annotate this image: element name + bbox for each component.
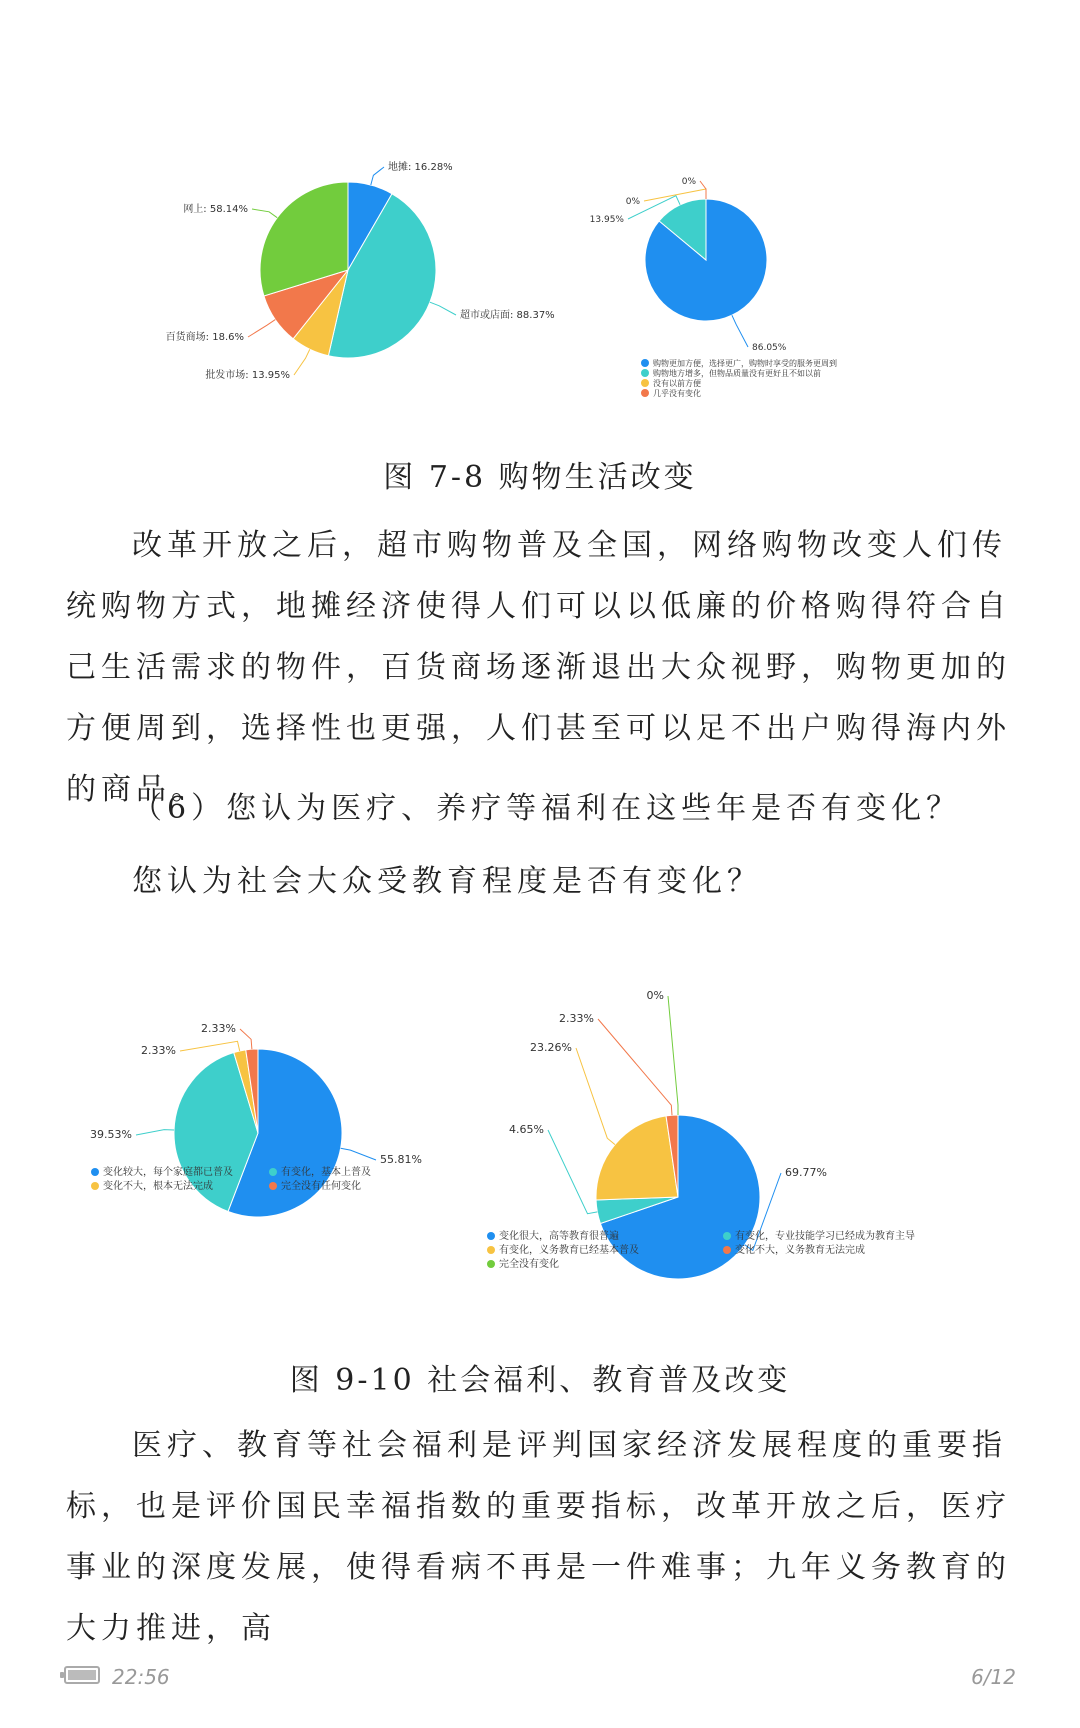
pie-data-label: 39.53% [90, 1128, 132, 1141]
legend-swatch [641, 359, 649, 367]
question-welfare: （6）您认为医疗、养疗等福利在这些年是否有变化？ [132, 791, 962, 826]
legend-swatch [641, 379, 649, 387]
pie-leader-line [341, 1148, 376, 1160]
legend-label: 完全没有变化 [499, 1259, 559, 1270]
paragraph-welfare: 医疗、教育等社会福利是评判国家经济发展程度的重要指标，也是评价国民幸福指数的重要指标，改革开放之后，医疗事业的深度发展，使得看病不再是一件难事；九年义务教育的大力推进，高 [66, 1428, 1011, 1646]
pie-data-label: 百货商场: 18.6% [165, 332, 244, 343]
pie-leader-line [294, 349, 310, 375]
pie-data-label: 批发市场: 13.95% [205, 370, 290, 381]
legend-swatch [487, 1246, 495, 1254]
pie-leader-line [180, 1041, 240, 1051]
pie-data-label: 2.33% [201, 1022, 236, 1035]
pie-leader-line [576, 1048, 615, 1145]
paragraph-shopping: 改革开放之后，超市购物普及全国，网络购物改变人们传统购物方式，地摊经济使得人们可以以低廉的价格购得符合自己生活需求的物件，百货商场逐渐退出大众视野，购物更加的方便周到，选择性也更强，人们甚至可以足不出户购得海内外的商品。 [66, 528, 1011, 807]
pie-data-label: 23.26% [530, 1041, 572, 1054]
pie-leader-line [240, 1029, 252, 1049]
figure-caption-7-8: 图 7-8 购物生活改变 [383, 460, 697, 495]
pie-data-label: 86.05% [752, 343, 787, 353]
legend-label: 购物更加方便，选择更广，购物时享受的服务更周到 [653, 359, 837, 368]
pie-chart-welfare-change [90, 1005, 510, 1315]
legend-label: 几乎没有变化 [653, 389, 701, 398]
legend-label: 有变化，义务教育已经基本普及 [499, 1245, 639, 1256]
legend-label: 变化不大，义务教育无法完成 [735, 1245, 865, 1256]
legend-swatch [641, 369, 649, 377]
legend-label: 变化不大，根本无法完成 [103, 1181, 213, 1192]
pie-chart-shopping-change [589, 160, 940, 420]
legend-swatch [487, 1260, 495, 1268]
pie-leader-line [548, 1130, 597, 1214]
page-number: 6/12 [971, 1665, 1016, 1689]
pie-data-label: 55.81% [380, 1153, 422, 1166]
legend-swatch [91, 1182, 99, 1190]
legend-label: 购物地方增多，但物品质量没有更好且不如以前 [653, 369, 821, 378]
legend-swatch [641, 389, 649, 397]
pie-data-label: 13.95% [589, 215, 624, 225]
clock-time: 22:56 [112, 1665, 170, 1689]
pie-slice [596, 1116, 678, 1200]
pie-data-label: 4.65% [509, 1123, 544, 1136]
legend-swatch [723, 1232, 731, 1240]
pie-data-label: 超市或店面: 88.37% [460, 310, 555, 321]
legend-swatch [487, 1232, 495, 1240]
legend-label: 变化很大，高等教育很普遍 [499, 1231, 619, 1242]
legend-swatch [91, 1168, 99, 1176]
figure-caption-9-10: 图 9-10 社会福利、教育普及改变 [289, 1363, 791, 1398]
pie-data-label: 69.77% [785, 1166, 827, 1179]
legend-label: 完全没有任何变化 [281, 1181, 361, 1192]
pie-data-label: 0% [646, 989, 664, 1002]
legend-swatch [723, 1246, 731, 1254]
pie-leader-line [248, 320, 275, 337]
pie-data-label: 网上: 58.14% [183, 204, 248, 215]
pie-data-label: 0% [625, 197, 640, 207]
legend-label: 没有以前方便 [653, 379, 701, 388]
pie-data-label: 2.33% [559, 1012, 594, 1025]
pie-leader-line [598, 1019, 672, 1115]
battery-icon [64, 1666, 100, 1684]
pie-data-label: 0% [681, 177, 696, 187]
pie-chart-education-change [490, 989, 1030, 1315]
pie-chart-shopping-channels [160, 150, 620, 420]
legend-swatch [269, 1182, 277, 1190]
pie-leader-line [668, 996, 678, 1115]
legend-swatch [269, 1168, 277, 1176]
question-education: 您认为社会大众受教育程度是否有变化？ [132, 864, 762, 899]
pie-data-label: 地摊: 16.28% [388, 162, 453, 173]
pie-leader-line [371, 167, 384, 185]
legend-label: 有变化，基本上普及 [281, 1167, 371, 1178]
pie-leader-line [430, 302, 456, 315]
legend-label: 变化较大，每个家庭都已普及 [103, 1167, 233, 1178]
pie-leader-line [252, 209, 277, 218]
pie-leader-line [732, 315, 748, 347]
legend-label: 有变化，专业技能学习已经成为教育主导 [735, 1231, 915, 1242]
pie-leader-line [136, 1130, 174, 1135]
pie-data-label: 2.33% [141, 1044, 176, 1057]
